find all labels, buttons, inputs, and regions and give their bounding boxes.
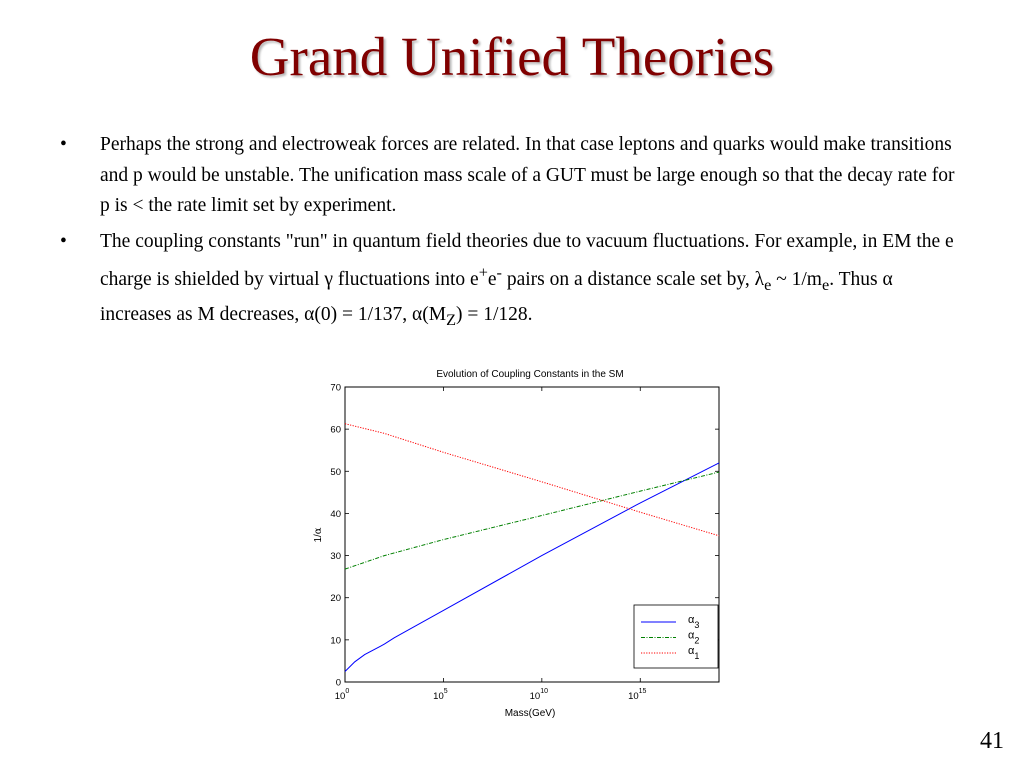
x-tick-base: 10 — [334, 691, 346, 702]
subscript: e — [764, 275, 772, 294]
legend-subscript: 2 — [694, 635, 700, 646]
x-tick-base: 10 — [529, 691, 541, 702]
legend-box — [634, 605, 718, 668]
bullet-item — [60, 130, 960, 222]
x-tick-exponent: 15 — [638, 688, 647, 695]
y-tick-label: 30 — [330, 551, 341, 563]
y-tick-label: 0 — [335, 677, 341, 689]
alpha-symbol: α — [412, 303, 423, 325]
text-run: increases as M decreases, — [100, 303, 305, 325]
bullet-item — [60, 227, 960, 336]
x-tick-label — [628, 688, 646, 702]
x-tick-label — [433, 688, 448, 702]
text-run: (M — [422, 303, 447, 325]
y-tick-label: 10 — [330, 635, 341, 647]
legend — [634, 605, 718, 668]
lambda-symbol: λ — [754, 268, 765, 290]
y-tick-label: 20 — [330, 593, 341, 605]
x-tick-exponent: 0 — [345, 688, 350, 695]
subscript: e — [821, 275, 830, 294]
subscript: Z — [446, 310, 456, 329]
bullet-marker: • — [60, 230, 67, 252]
series-line-α2 — [345, 472, 719, 569]
x-tick-label — [335, 688, 350, 702]
x-tick-base: 10 — [628, 691, 639, 702]
text-run: . Thus — [829, 268, 883, 290]
y-tick-label: 70 — [330, 382, 341, 394]
text-run: ) = 1/128. — [456, 303, 533, 325]
text-run: ~ 1/m — [771, 268, 822, 290]
chart-title: Evolution of Coupling Constants in the SM — [436, 369, 624, 380]
bullet-marker: • — [60, 134, 67, 155]
x-tick-base: 10 — [433, 691, 444, 702]
x-axis — [335, 387, 647, 702]
bullet-text: Perhaps the strong and electroweak forces are related. In that case leptons and quarks would make transitions and p would be unstable. The unification mass scale of a GUT must be large enough so that the decay rate for p is < the rate limit set by experiment. — [100, 134, 955, 216]
text-run: pairs on a distance scale set by, — [501, 268, 755, 290]
legend-subscript: 3 — [694, 620, 700, 630]
y-axis-label — [313, 527, 324, 542]
page-number: 41 — [980, 728, 1004, 754]
text-run: The coupling constants "run" in quantum field theories due to vacuum fluctuations. For example, in EM the e charge is shielded by virtual — [100, 230, 954, 290]
text-run: fluctuations into e — [333, 268, 479, 290]
y-tick-label: 60 — [330, 424, 341, 436]
legend-subscript: 1 — [694, 651, 700, 661]
text-run: (0) = 1/137, — [314, 303, 412, 325]
series-line-α1 — [345, 424, 719, 536]
superscript: - — [496, 263, 502, 281]
x-axis-label: Mass(GeV) — [504, 708, 556, 719]
x-tick-label — [530, 688, 548, 702]
text-run: e — [487, 268, 497, 290]
slide-title: Grand Unified Theories — [249, 26, 775, 87]
legend-alpha: α — [688, 645, 695, 657]
y-tick-label: 50 — [330, 466, 341, 478]
y-tick-label: 40 — [330, 508, 341, 520]
gamma-symbol: γ — [324, 268, 333, 290]
alpha-symbol: α — [882, 268, 893, 290]
superscript: + — [478, 263, 488, 281]
bullet-list — [60, 130, 960, 340]
x-tick-exponent: 5 — [443, 688, 448, 695]
y-label-prefix: 1/ — [313, 534, 324, 543]
legend-alpha: α — [688, 614, 695, 626]
y-label-alpha: α — [313, 527, 324, 535]
legend-alpha: α — [688, 629, 695, 642]
alpha-symbol: α — [304, 303, 315, 325]
bullet-text — [100, 230, 954, 329]
x-tick-exponent: 10 — [540, 688, 549, 695]
coupling-chart — [300, 360, 740, 725]
chart-svg — [300, 360, 740, 725]
